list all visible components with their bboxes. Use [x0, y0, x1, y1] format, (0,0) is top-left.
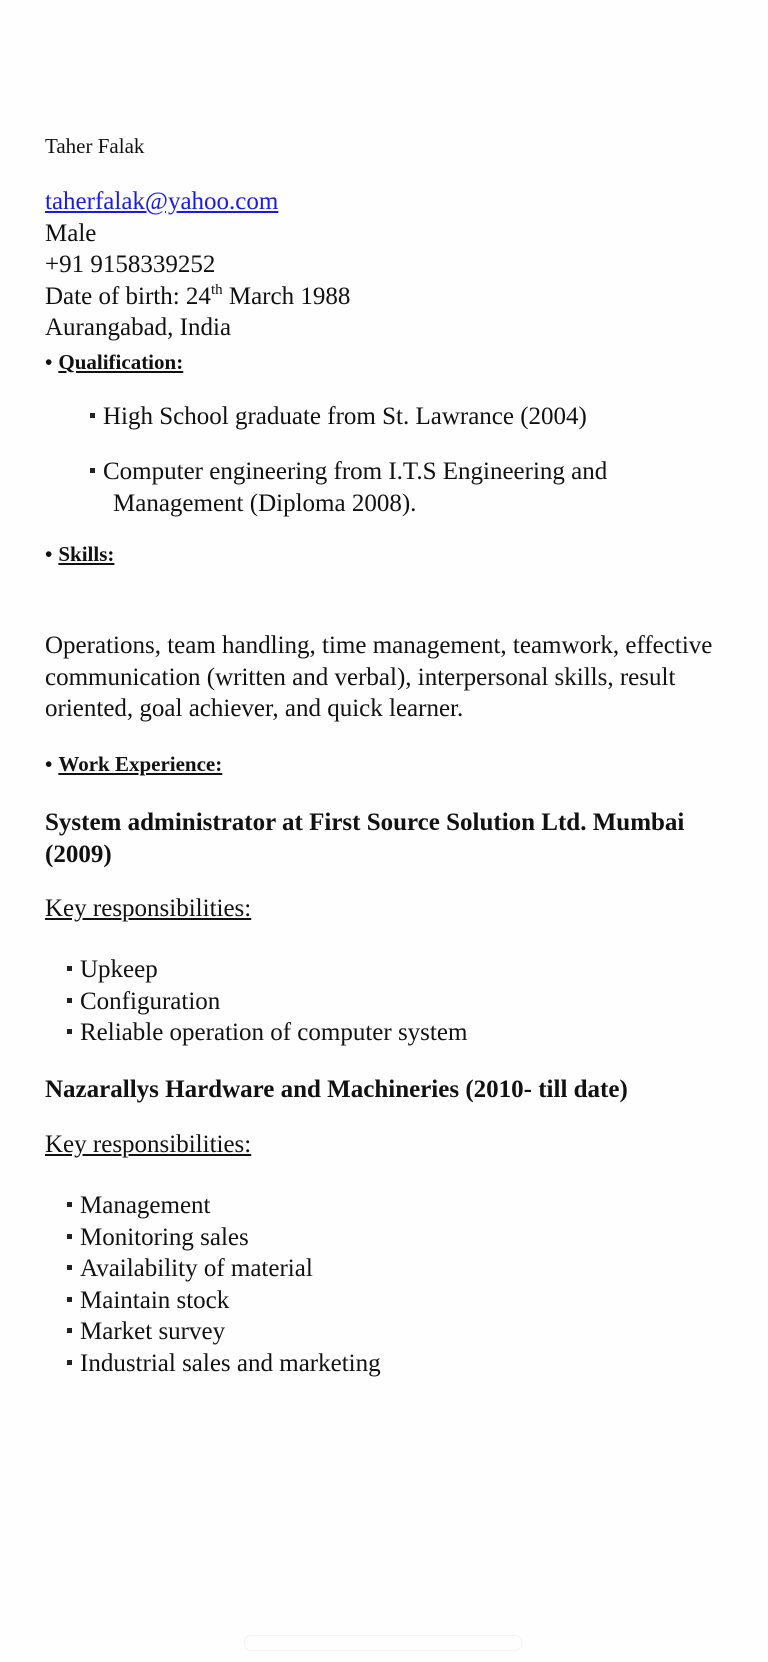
square-bullet-icon: [67, 1202, 72, 1207]
phone-number: +91 9158339252: [45, 251, 216, 278]
qualification-heading: • Qualification:: [45, 350, 184, 374]
list-item: Market survey: [67, 1316, 381, 1348]
square-bullet-icon: [90, 468, 95, 473]
home-indicator[interactable]: [244, 1635, 522, 1651]
responsibilities-list: [67, 954, 467, 1049]
list-item: Availability of material: [67, 1253, 381, 1285]
email-link[interactable]: taherfalak@yahoo.com: [45, 188, 279, 215]
list-item: Configuration: [67, 986, 467, 1018]
gender: Male: [45, 219, 97, 247]
key-responsibilities-label: Key responsibilities:: [45, 1131, 252, 1158]
list-item: Reliable operation of computer system: [67, 1017, 467, 1049]
skills-text: Operations, team handling, time management, teamwork, effective communication (written and verbal), interpersonal skills, result oriented, goal achiever, and quick learner.: [45, 632, 713, 722]
bullet-icon: •: [45, 542, 53, 566]
location: Aurangabad, India: [45, 314, 232, 341]
skills-heading: • Skills:: [45, 542, 115, 566]
responsibilities-list: [67, 1190, 381, 1379]
contact-block: [45, 186, 350, 344]
date-of-birth: Date of birth: 24th March 1988: [45, 281, 351, 310]
job-title: System administrator at First Source Solution Ltd. Mumbai (2009): [45, 809, 685, 868]
list-item: Maintain stock: [67, 1285, 381, 1317]
qualification-item: High School graduate from St. Lawrance (2004): [90, 401, 587, 433]
work-experience-heading: • Work Experience:: [45, 752, 223, 776]
square-bullet-icon: [90, 413, 95, 418]
square-bullet-icon: [67, 1360, 72, 1365]
job-title: Nazarallys Hardware and Machineries (2010- till date): [45, 1076, 628, 1103]
bullet-icon: •: [45, 752, 53, 776]
list-item: Upkeep: [67, 954, 467, 986]
square-bullet-icon: [67, 966, 72, 971]
qualification-item: Computer engineering from I.T.S Engineering and Management (Diploma 2008).: [90, 456, 607, 519]
square-bullet-icon: [67, 1234, 72, 1239]
square-bullet-icon: [67, 1029, 72, 1034]
list-item: Industrial sales and marketing: [67, 1348, 381, 1380]
bullet-icon: •: [45, 350, 53, 374]
square-bullet-icon: [67, 1265, 72, 1270]
square-bullet-icon: [67, 1297, 72, 1302]
list-item: Monitoring sales: [67, 1222, 381, 1254]
candidate-name: Taher Falak: [45, 134, 145, 158]
list-item: Management: [67, 1190, 381, 1222]
key-responsibilities-label: Key responsibilities:: [45, 895, 252, 922]
square-bullet-icon: [67, 1328, 72, 1333]
square-bullet-icon: [67, 998, 72, 1003]
